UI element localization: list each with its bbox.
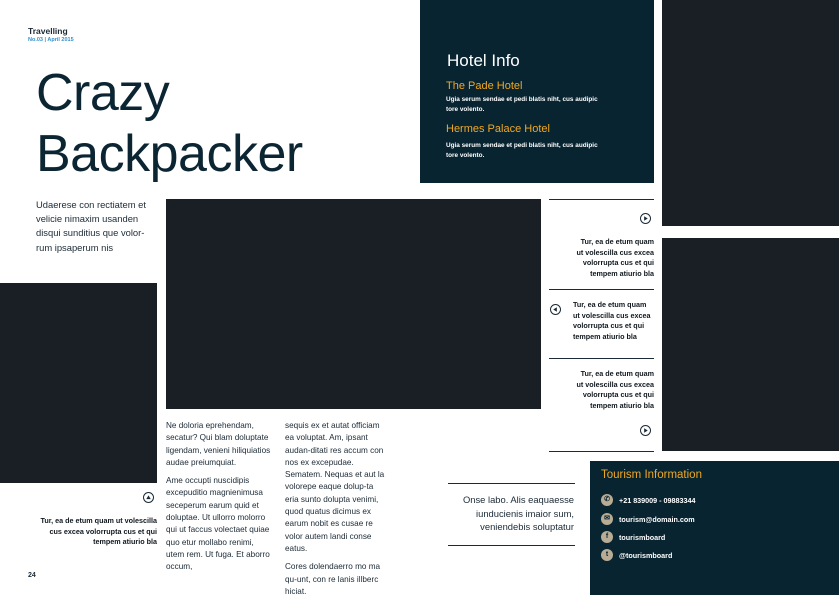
- body-paragraph: Ne doloria eprehendam, secatur? Qui blam doluptate ligendam, venieni hiliquiatios audae preiumquiat.: [166, 421, 271, 467]
- hotel-name-1: The Pade Hotel: [446, 80, 523, 92]
- body-column-1: [166, 420, 272, 580]
- email-icon: [601, 513, 613, 525]
- icon-glyph: f: [605, 533, 609, 540]
- icon-glyph: ✉: [604, 515, 610, 522]
- hotel-name-2: Hermes Palace Hotel: [446, 123, 550, 135]
- twitter-icon: [601, 549, 613, 561]
- icon-glyph: t: [605, 551, 609, 558]
- hotel-info-box: [420, 0, 654, 183]
- divider: [448, 483, 575, 484]
- title-line-1: Crazy: [36, 64, 170, 122]
- caption-line: Tur, ea de etum quam ut volescilla: [40, 516, 157, 525]
- photo-mid-right: [662, 238, 839, 451]
- hotel-desc-1-line-2: tore volento.: [446, 106, 485, 113]
- caption-line: Tur, ea de etum quam: [573, 300, 647, 309]
- caption-line: Tur, ea de etum quam: [580, 237, 654, 246]
- pull-quote: [440, 493, 574, 534]
- side-caption-2: [573, 300, 663, 342]
- tourism-phone: +21 839009 - 09883344: [619, 496, 696, 505]
- divider: [448, 545, 575, 546]
- phone-icon: [601, 494, 613, 506]
- caption-line: ut volescilla cus excea: [573, 310, 651, 320]
- caption-line: volorrupta cus et qui: [582, 390, 654, 399]
- photo-left: [0, 283, 157, 483]
- title-line-2: Backpacker: [36, 125, 303, 183]
- photo-top-right: [662, 0, 839, 226]
- caption-line: ut volescilla cus excea: [576, 379, 654, 389]
- divider: [549, 199, 654, 200]
- side-caption-1: [560, 237, 654, 279]
- pull-quote-line: Onse labo. Alis eaquaesse: [462, 494, 574, 505]
- caption-line: volorrupta cus et qui: [573, 321, 645, 330]
- hotel-desc-2-line-2: tore volento.: [446, 152, 485, 159]
- caption-line: tempem atiurio bla: [590, 400, 654, 410]
- tourism-info-box: [590, 461, 839, 595]
- section-label: Travelling: [28, 26, 68, 36]
- hotel-desc-1: [446, 95, 598, 115]
- page-number: 24: [28, 572, 36, 579]
- caption-line: tempem atiurio bla: [573, 331, 637, 341]
- caption-line: Tur, ea de etum quam: [580, 369, 654, 378]
- divider: [549, 451, 654, 452]
- play-up-icon[interactable]: [143, 492, 154, 503]
- side-caption-3: [560, 369, 654, 411]
- icon-glyph: ✆: [604, 496, 610, 503]
- photo-main: [166, 199, 541, 409]
- hotel-desc-2: [446, 141, 598, 161]
- facebook-icon: [601, 531, 613, 543]
- caption-line: tempem atiurio bla: [590, 268, 654, 278]
- divider: [549, 358, 654, 359]
- hotel-desc-2-line-1: Ugia serum sendae et pedi blatis niht, cus audipic: [446, 142, 598, 149]
- body-paragraph: Cores dolendaerro mo ma qu-unt, con re lanis illberc hiciat.: [285, 562, 381, 596]
- pull-quote-line: iunducienis imaior sum,: [476, 507, 574, 519]
- bottom-left-caption: [40, 516, 157, 548]
- caption-line: volorrupta cus et qui: [582, 258, 654, 267]
- hotel-info-heading: Hotel Info: [447, 51, 520, 70]
- caption-line: cus excea volorrupta cus et qui: [49, 526, 157, 536]
- tourism-twitter[interactable]: @tourismboard: [619, 551, 673, 560]
- divider: [549, 289, 654, 290]
- body-paragraph: Ame occupti nuscidipis excepuditio magnienimusa seceperum earum quid et doluptae. Ut ullorro molorro qui ut faccus volectaet quiae quo etur mollabo renimi, utem rem. Ut fuga. Et aborro occum,: [166, 476, 270, 572]
- tourism-facebook[interactable]: tourismboard: [619, 533, 666, 542]
- intro-text: Udaerese con rectiatem et velicie nimaxim usanden disqui sunditius que volor-rum ipsaperum nis: [36, 199, 146, 253]
- play-right-icon[interactable]: [640, 213, 651, 224]
- tourism-heading: Tourism Information: [601, 469, 702, 481]
- play-right-icon[interactable]: [640, 425, 651, 436]
- caption-line: tempem atiurio bla: [93, 537, 157, 546]
- pull-quote-line: veniendebis soluptatur: [480, 521, 574, 532]
- tourism-email[interactable]: tourism@domain.com: [619, 515, 695, 524]
- body-paragraph: sequis ex et autat officiam ea voluptat. Am, ipsant audan-ditati res accum con nos ex excepudae. Sematem. Nequas et aut la volorepe eaque dolup-ta eria sunto dolupta venimi, quod quatus dicimus ex earum nobit es cusae re volor autem landi conse eatus.: [285, 421, 385, 553]
- body-column-2: [285, 420, 389, 604]
- hotel-desc-1-line-1: Ugia serum sendae et pedi blatis niht, cus audipic: [446, 96, 598, 103]
- page-title: [36, 63, 303, 185]
- play-left-icon[interactable]: [550, 304, 561, 315]
- caption-line: ut volescilla cus excea: [576, 247, 654, 257]
- issue-label: No.03 | April 2015: [28, 37, 74, 43]
